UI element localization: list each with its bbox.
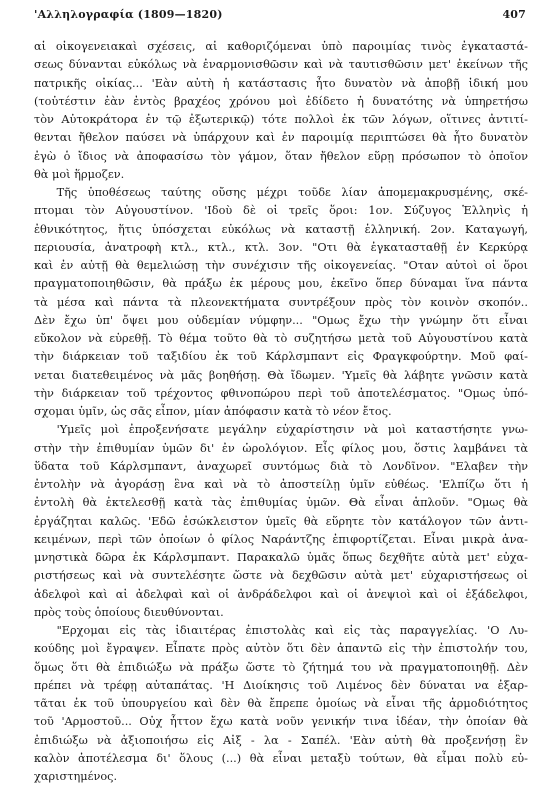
text-line: Τῆς ὑποθέσεως ταύτης οὔσης μέχρι τοῦδε λίαν ἀπομεμακρυσμένης, σκέ-	[56, 186, 528, 199]
text-line: καλὸν ἀποτέλεσμα δι' ὅλους (...) θὰ εἶναι μεταξὺ τούτων, θὰ εἶμαι πολὺ εὐ-	[34, 751, 528, 765]
text-line: πρέπει νὰ τρέφῃ αὐταπάτας. 'Η Διοίκησις τοῦ Λιμένος δὲν δύναται να ἐξαρ-	[34, 678, 528, 692]
paragraph	[34, 184, 528, 421]
text-line: εὔκολον νὰ εὑρεθῇ. Τὸ θέμα τοῦτο θὰ τὸ συζητήσω μετὰ τοῦ Αὐγουστίνου κατὰ	[34, 332, 528, 345]
text-line: ἐργάζηται καλῶς. 'Εδῶ ἐσώκλειστον ὑμεῖς θὰ εὕρητε τὸν κατάλογον τῶν ἀντι-	[34, 514, 528, 528]
text-line: αἱ οἰκογενειακαὶ σχέσεις, αἱ καθοριζόμεναι ὑπὸ παροιμίας τινὸς ἐγκαταστά-	[34, 40, 528, 53]
text-line: κειμένων, περὶ τῶν ὁποίων ὁ φίλος Ναράντζης ἐπιφορτίζεται. Εἶναι μικρὰ ἀνα-	[34, 532, 528, 546]
running-title: 'Αλληλογραφία (1809—1820)	[34, 8, 223, 21]
text-line: πατρικῆς οἰκίας... 'Εὰν αὐτὴ ἡ κατάστασις ἦτο δυνατὸν νὰ ἀποβῇ ἰδική μου	[34, 76, 528, 90]
paragraph	[34, 421, 528, 622]
text-line: χαριστημένος.	[34, 770, 118, 783]
text-line: ἐντολὴν νὰ ἀγοράσῃ ἓνα καὶ νὰ τὸ ἀποστείλῃ ὑμῖν εὐθέως. 'Ελπίζω ὅτι ἡ	[34, 478, 528, 491]
text-line: τὰ μέσα καὶ πάντα τὰ πλεονεκτήματα συντρέξουν πρὸς τὸν κοινὸν σκοπόν..	[34, 295, 528, 309]
page-number: 407	[502, 8, 526, 21]
text-line: νεται διατεθειμένος νὰ μᾶς βοηθήσῃ. Θὰ ἴδωμεν. 'Υμεῖς θὰ λάβητε γνῶσιν κατὰ	[34, 368, 528, 382]
text-line: πραγματοποιηθῶσιν, θὰ πράξω ἐκ μέρους μου, ἐκεῖνο ὅπερ δύναμαι ἵνα πάντα	[34, 277, 528, 291]
page-header	[34, 8, 526, 24]
text-line: τοῦ 'Αρμοστοῦ... Οὐχ ἧττον ἔχω κατὰ νοῦν γενικήν τινα ἰδέαν, τὴν ὁποίαν θὰ	[34, 715, 528, 729]
text-line: περιουσία, ἀνατροφὴ κτλ., κτλ., κτλ. 3ον. "Οτι θὰ ἐγκατασταθῇ ἐν Κερκύρᾳ	[34, 240, 528, 254]
text-line: καὶ ἐν αὐτῇ θὰ θεμελιώσῃ τὴν συνέχισιν τῆς οἰκογενείας. "Οταν αὐτοὶ οἱ ὅροι	[34, 259, 528, 272]
text-line: ἐπιδιώξω νὰ ἀξιοποιήσω εἰς Αἰξ - λα - Σαπέλ. 'Εὰν αὐτὴ θὰ προξενήσῃ ἓν	[34, 733, 528, 747]
text-line: ριστήσεως καὶ νὰ συντελέσητε ὥστε νὰ δεχθῶσιν αὐτὰ μετ' εὐχαριστήσεως οἱ	[34, 569, 528, 583]
text-line: στὴν τὴν ἐπιθυμίαν ὑμῶν δι' ἐν ὡρολόγιον. Εἷς φίλος μου, ὅστις λαμβάνει τὰ	[34, 441, 528, 455]
body-text	[34, 38, 528, 786]
text-line: ὕδατα τοῦ Κάρλσμπαντ, ἀναχωρεῖ συντόμως διὰ τὸ Λονδῖνον. "Ελαβεν τὴν	[34, 459, 528, 473]
text-line: πρὸς τοὺς ὁποίους διευθύνονται.	[34, 605, 224, 619]
text-line: θὰ μοὶ ἥρμοζεν.	[34, 167, 125, 181]
text-line: σεως δύνανται εὐκόλως νὰ ἐναρμονισθῶσιν καὶ νὰ ταυτισθῶσιν μετ' ἐκείνων τῆς	[34, 58, 528, 72]
text-line: ἐθνικότητος, ἥτις ὑπόσχεται εὐκόλως νὰ καταστῇ ἑλληνική. 2ον. Καταγωγή,	[34, 222, 528, 236]
text-line: 'Υμεῖς μοὶ ἐπροξενήσατε μεγάλην εὐχαρίστησιν νὰ μοὶ καταστήσητε γνω-	[56, 423, 528, 437]
text-line: ἐντολὴ θὰ ἐκτελεσθῇ κατὰ τὰς ἐπιθυμίας ὑμῶν. Θὰ εἶναι ἁπλοῦν. "Ομως θὰ	[34, 496, 528, 510]
text-line: τὴν διάρκειαν τοῦ ταξιδίου ἐκ τοῦ Κάρλσμπαντ εἰς Φραγκφούρτην. Μοῦ φαί-	[34, 350, 528, 364]
text-line: ἀδελφοὶ καὶ αἱ ἀδελφαὶ καὶ οἱ ἀνδράδελφοι καὶ οἱ ἀνεψιοὶ καὶ οἱ ἐξάδελφοι,	[34, 587, 528, 601]
paragraph	[34, 38, 528, 184]
text-line: Δὲν ἔχω ὑπ' ὄψει μου οὐδεμίαν νύμφην... "Ομως ἔχω τὴν γνώμην ὅτι εἶναι	[34, 313, 528, 327]
text-line: θενται ἤθελον παύσει νὰ ὑπάρχουν καὶ ἐν παροιμίᾳ περιπτώσει θὰ ἦτο δυνατὸν	[34, 131, 528, 145]
text-line: "Ερχομαι εἰς τὰς ἰδιαιτέρας ἐπιστολὰς καὶ εἰς τὰς παραγγελίας. 'Ο Λυ-	[56, 624, 528, 637]
text-line: μνηστικὰ δῶρα ἐκ Κάρλσμπαντ. Παρακαλῶ ὑμᾶς ὅπως δεχθῆτε αὐτὰ μετ' εὐχα-	[34, 551, 528, 564]
text-line: τᾶται ἐκ τοῦ ὑπουργείου καὶ δὲν θὰ ἔπρεπε ὁμοίως νὰ εἶναι τῆς ἁρμοδιότητος	[34, 697, 528, 710]
text-line: πτομαι τὸν Αὐγουστίνον. 'Ιδοὺ δὲ οἱ τρεῖς ὅροι: 1ον. Σύζυγος Ἑλληνὶς ἡ	[34, 204, 528, 218]
text-line: ἐγὼ ὁ ἴδιος νὰ ἀποφασίσω τὸν γάμον, ὅταν ἤθελον εὕρῃ πρόσωπον τὸ ὁποῖον	[34, 149, 528, 163]
text-line: τὸν Αὐτοκράτορα ἐν τῷ ἐξωτερικῷ) τότε πολλοὶ ἐκ τῶν λόγων, οἵτινες ἀντιτί-	[34, 113, 528, 126]
text-line: κούδης μοὶ ἔγραψεν. Εἶπατε πρὸς αὐτὸν ὅτι δὲν ἀπαντῶ εἰς τὴν ἐπιστολήν του,	[34, 642, 528, 656]
text-line: (τοὐτέστιν ἐὰν ἐντὸς βραχέος χρόνου μοὶ ἐδίδετο ἡ δυνατότης νὰ ὑπηρετήσω	[34, 94, 528, 108]
text-line: τὴν διάρκειαν τοῦ τρέχοντος φθινοπώρου περὶ τοῦ ἀποτελέσματος. "Ομως ὑπό-	[34, 386, 528, 400]
text-line: ὅμως ὅτι θὰ ἐπιδιώξω νὰ πράξω ὥστε τὸ ζήτημά του νὰ πραγματοποιηθῇ. Δὲν	[34, 660, 528, 674]
paragraph	[34, 622, 528, 786]
text-line: σχομαι ὑμῖν, ὡς σᾶς εἶπον, μίαν ἀπόφασιν κατὰ τὸ νέον ἔτος.	[34, 405, 392, 418]
